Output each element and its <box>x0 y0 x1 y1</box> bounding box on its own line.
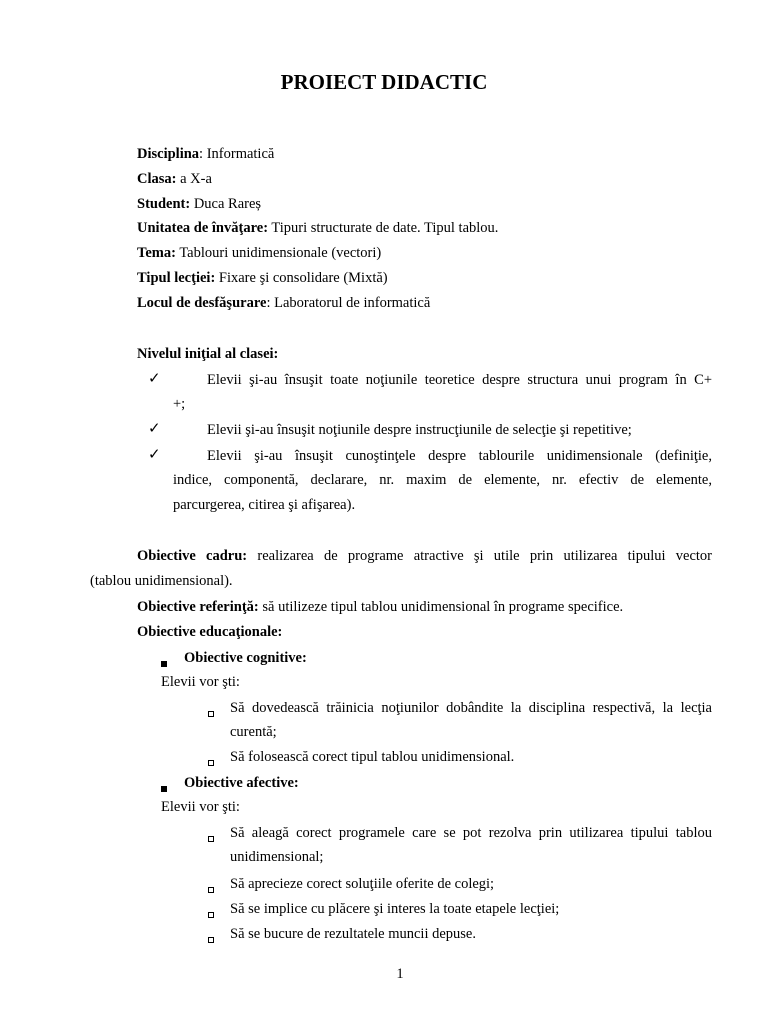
afective-item-1-line2: unidimensional; <box>230 849 324 865</box>
hollow-square-bullet-icon <box>208 705 214 722</box>
info-label: Tema: <box>137 245 176 261</box>
obiective-educationale-heading: Obiective educaţionale: <box>137 624 283 640</box>
document-title: PROIECT DIDACTIC <box>280 70 488 94</box>
cognitive-item-2: Să folosească corect tipul tablou unidimensional. <box>230 749 515 765</box>
obiective-referinta-text: să utilizeze tipul tablou unidimensional în programe specifice. <box>258 599 624 615</box>
cognitive-item-1-line2: curentă; <box>230 724 277 740</box>
info-value: Fixare şi consolidare (Mixtă) <box>218 270 388 286</box>
nivel-item-3-line1: Elevii şi-au însuşit cunoştinţele despre tablourile unidimensionale (definiţie, <box>207 448 712 464</box>
info-sep: : <box>199 146 207 162</box>
cognitive-intro: Elevii vor şti: <box>161 674 240 690</box>
info-label: Locul de desfăşurare <box>137 295 267 311</box>
afective-item-4: Să se bucure de rezultatele muncii depuse. <box>230 926 476 942</box>
nivel-item-3-line2: indice, componentă, declarare, nr. maxim de elemente, nr. efectiv de elemente, <box>173 472 712 488</box>
info-value: a X-a <box>180 171 212 187</box>
info-label: Clasa: <box>137 171 177 187</box>
info-value: Laboratorul de informatică <box>274 295 431 311</box>
info-value: Tipuri structurate de date. Tipul tablou. <box>271 220 499 236</box>
nivel-item-2-line1: Elevii şi-au însuşit noţiunile despre instrucţiunile de selecţie şi repetitive; <box>207 422 632 438</box>
info-label: Student: <box>137 196 191 212</box>
obiective-referinta-label: Obiective referinţă: <box>137 599 259 615</box>
nivel-item-1-line2: +; <box>173 396 186 412</box>
afective-item-2: Să aprecieze corect soluţiile oferite de colegi; <box>230 876 495 892</box>
square-bullet-icon <box>161 655 167 672</box>
info-locul <box>137 295 430 312</box>
info-label: Unitatea de învăţare: <box>137 220 269 236</box>
info-value: Informatică <box>206 146 275 162</box>
page-number: 1 <box>396 966 404 982</box>
obiective-cadru-label: Obiective cadru: <box>137 548 248 564</box>
info-value: Duca Rareș <box>193 196 262 212</box>
afective-intro: Elevii vor şti: <box>161 799 240 815</box>
hollow-square-bullet-icon <box>208 906 214 923</box>
cognitive-item-1-line1: Să dovedească trăinicia noţiunilor dobândite la disciplina respectivă, la lecţia <box>230 700 712 716</box>
nivel-item-1-line1: Elevii şi-au însuşit toate noţiunile teoretice despre structura unui program în C+ <box>207 372 712 388</box>
info-clasa <box>137 171 212 188</box>
info-student <box>137 196 261 213</box>
square-bullet-icon <box>161 780 167 797</box>
obiective-cadru-line2: (tablou unidimensional). <box>90 573 233 589</box>
obiective-cadru-text: realizarea de programe atractive şi utile prin utilizarea tipului vector <box>247 548 712 564</box>
checkmark-icon: ✓ <box>148 421 161 437</box>
hollow-square-bullet-icon <box>208 931 214 948</box>
info-label: Disciplina <box>137 146 200 162</box>
checkmark-icon: ✓ <box>148 371 161 387</box>
info-sep: : <box>266 295 275 311</box>
info-tipul-lectiei <box>137 270 388 287</box>
info-label: Tipul lecţiei: <box>137 270 216 286</box>
checkmark-icon: ✓ <box>148 447 161 463</box>
hollow-square-bullet-icon <box>208 881 214 898</box>
info-disciplina <box>137 146 274 163</box>
obiective-cadru <box>137 548 712 565</box>
info-tema <box>137 245 381 262</box>
afective-item-3: Să se implice cu plăcere şi interes la toate etapele lecţiei; <box>230 901 560 917</box>
nivel-heading: Nivelul iniţial al clasei: <box>137 346 279 362</box>
info-value: Tablouri unidimensionale (vectori) <box>179 245 382 261</box>
hollow-square-bullet-icon <box>208 830 214 847</box>
obiective-referinta <box>137 599 623 616</box>
nivel-item-3-line3: parcurgerea, citirea şi afişarea). <box>173 497 356 513</box>
hollow-square-bullet-icon <box>208 754 214 771</box>
afective-item-1-line1: Să aleagă corect programele care se pot rezolva prin utilizarea tipului tablou <box>230 825 712 841</box>
afective-heading: Obiective afective: <box>184 775 299 791</box>
info-unitatea <box>137 220 498 237</box>
cognitive-heading: Obiective cognitive: <box>184 650 307 666</box>
